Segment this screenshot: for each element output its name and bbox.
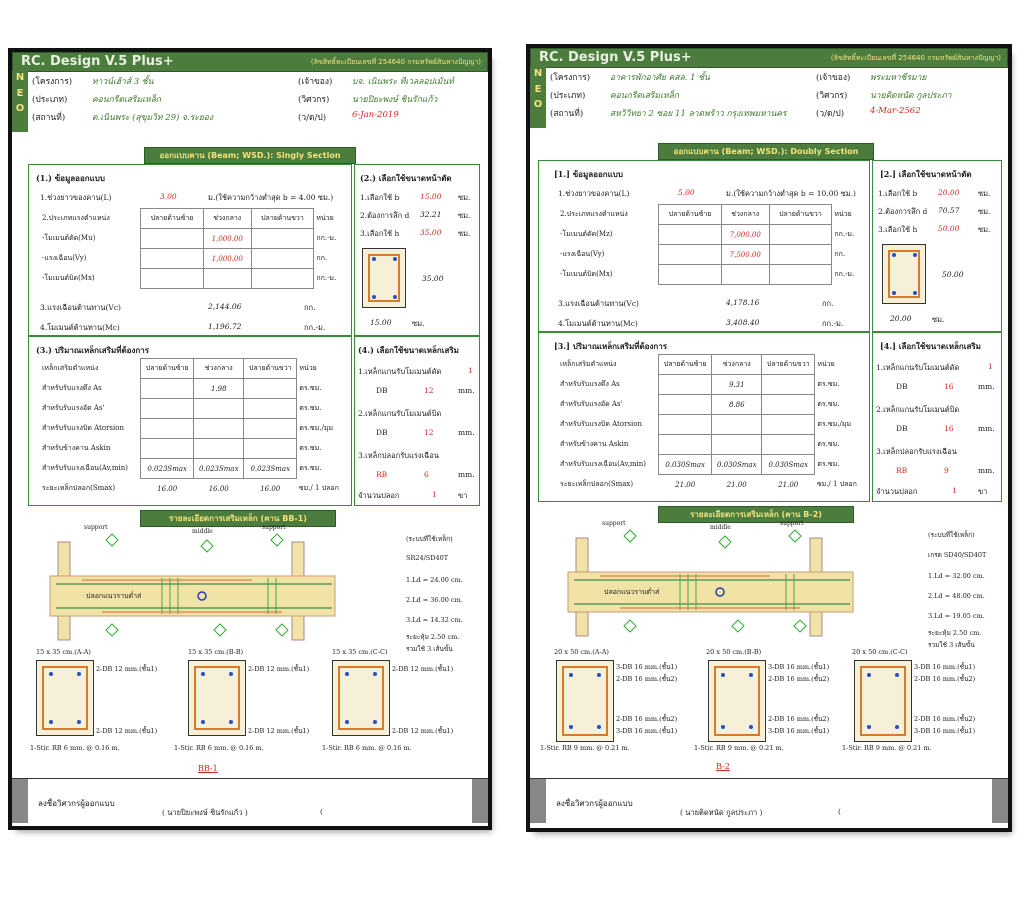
project-info: (โครงการ) ทาวน์เฮ้าส์ 3 ชั้น (เจ้าของ) บจ. เนินพระ ทีเวลลอปเม้นท์ (ประเภท) คอนกรีตเสริมเหล็ก (วิศวกร) นายปิยะพงษ์ ชินรักแก้ว (สถานที่) ต.เนินพระ (สุขุมวิท 29) จ.ระยอง (ว/ด/ป) 6-Jan-2019 [32, 77, 454, 123]
svg-text:ปลอกแนวราบต่ำส่: ปลอกแนวราบต่ำส่ [86, 592, 142, 600]
rebar-dot [867, 725, 871, 729]
design-sheet-2: RC. Design V.5 Plus+ (ลิขสิทธิ์ทะเบียนเลขที่ 254640 กรมทรัพย์สินทางปัญญา) N E O (โครงการ) อาคารพักอาศัย คสล. 1 ชั้น (เจ้าของ) พระมหาชีรมาย (ประเภท) คอนกรีตเสริมเหล็ก (วิศวกร) นายติดหนัด กูลประภา (สถานที่) สหวิวิทยา 2 ซอย 11 ลาดพร้าว กรุงเทพมหานคร (ว/ด/ป) 4-Mar-2562 ออกแบบคาน (Beam; WSD.): Doubly Section [1.] ข้อมูลออกแบบ 1.ช่วงยาวของคาน(L) 5.00 ม.(ใช้ความกว้างต่ำสุด b = 10.00 ซม.) 2.ประเภทแรงตำแหน่ง ปลายด้านซ้าย ช่วงกลาง ปลายด้านขวา หน่วย -โมเมนต์ดัด(Mz) 7,000.00 กก.-ม. -แรงเฉือน(Vy) 7,500.00 กก. -โมเมนต์บิด(Mx) กก.-ม. 3.แรงเฉือนต้านทาน(Vc) 4,178.16 กก. 4.โมเมนต์ต้านทาน(Mc) 3,408.40 กก.-ม. [2.] เลือกใช้ขนาดหน้าตัด 1.เลือกใช้ b 20.00 ซม. 2.ต้องการลึก d 70.57 ซม. 3.เลือกใช้ h 50.00 ซม. 50.00 20.00 ซม. [3.] ปริมาณเหล็กเสริมที่ต้องการ เหล็กเสริมตำแหน่ง ปลายด้านซ้าย ช่วงกลาง ปลายด้านขวา หน่วย สำหรับรับแรงดึง As 9.31 ตร.ซม. สำหรับรับแรงอัด As' 8.86 ตร.ซม. สำหรับรับแรงบิด Atorsion ตร.ซม./มุม สำหรับข้างคาน Askin ตร.ซม. สำหรับรับแรงเฉือน(Av,min) 0.030Smax 0.030Smax 0.030Smax ตร.ซม. ระยะเหล็กปลอก(Smax) 21.00 21.00 21.00 ซม./ 1 ปลอก [4.] เลือกใช้ขนาดเหล็กเสริม 1.เหล็กแกนรับโมเมนต์ดัด 1 DB 16 mm. 2.เหล็กแกนรับโมเมนต์บิด DB 16 mm. 3.เหล็กปลอกรับแรงเฉือน RB 9 mm. จำนวนปลอก 1 ขา รายละเอียดการเสริมเหล็ก (คาน B-2) ปลอกแนวราบต่ำส่ support middle support (ระบบที่ใช้เหล็ก) เกรด SD40/SD40T 1.Ld = 32.00 cm. 2.Ld = 48.00 cm. 3.Ld = 19.05 cm. ระยะหุ้ม 2.50 cm. รวมใช้ 3 เส้นขั้น 20 x 50 cm.(A-A) 20 x 50 cm.(B-B) 20 x 50 cm.(C-C) 3-DB 16 mm.(ชั้น1) 2-DB 16 mm.(ชั้น2) 2-DB 16 mm.(ชั้น2) 3-DB 16 mm.(ชั้น1) 3-DB 16 mm.(ชั้น1) 2-DB 16 mm.(ชั้น2) 2-DB 16 mm.(ชั้น2) 3-DB 16 mm.(ชั้น1) 3-DB 16 mm.(ชั้น1) 2-DB 16 mm.(ชั้น2) 2-DB 16 mm.(ชั้น2) 3-DB 16 mm.(ชั้น1) 1-Stir. RB 9 mm. @ 0.21 m. 1-Stir. RB 9 mm. @ 0.21 m. 1-Stir. RB 9 mm. @ 0.21 m. B-2 ลงชื่อวิศวกรผู้ออกแบบ ( นายติดหนัด กูลประภา ) ( [530, 48, 1008, 828]
bar-select-frame [354, 336, 480, 506]
section-c-sketch [854, 660, 912, 742]
svg-text:ปลอกแนวราบต่ำส่: ปลอกแนวราบต่ำส่ [604, 588, 660, 596]
marker-a-top [624, 530, 636, 542]
rebar-dot [229, 720, 233, 724]
steel-table: เหล็กเสริมตำแหน่ง ปลายด้านซ้าย ช่วงกลาง ปลายด้านขวา หน่วย สำหรับรับแรงดึง As 9.31 ตร.ซม. สำหรับรับแรงอัด As' 8.86 ตร.ซม. สำหรับรับแรงบิด Atorsion ตร.ซม./มุม สำหรับข้างคาน Askin ตร.ซม. สำหรับรับแรงเฉือน(Av,min) 0.030Smax 0.030Smax 0.030Smax ตร.ซม. ระยะเหล็กปลอก(Smax) 21.00 21.00 21.00 ซม./ 1 ปลอก [558, 354, 864, 494]
rebar-dot [201, 720, 205, 724]
rebar-dot [597, 725, 601, 729]
app-title: RC. Design V.5 Plus+ [21, 54, 174, 69]
rebar-dot [77, 720, 81, 724]
signature-row: ลงชื่อวิศวกรผู้ออกแบบ ( นายติดหนัด กูลประภา ) ( [530, 778, 1008, 823]
rebar-dot [569, 725, 573, 729]
beam-elevation [42, 528, 342, 643]
sheet-header [12, 52, 488, 72]
sheet-header [530, 48, 1008, 68]
marker-c-bottom [276, 624, 288, 636]
marker-c-top [789, 530, 801, 542]
section-banner: ออกแบบคาน (Beam; WSD.): Singly Section [144, 147, 356, 164]
marker-b-bottom [732, 620, 744, 632]
force-table: 2.ประเภทแรงตำแหน่ง ปลายด้านซ้าย ช่วงกลาง ปลายด้านขวา หน่วย -โมเมนต์ดัด(Mu) 1,000.00 กก.-ม. -แรงเฉือน(Vy) 1,000.00 กก. -โมเมนต์บิด(Mx) กก.-ม. [40, 208, 346, 289]
copyright-note: (ลิขสิทธิ์ทะเบียนเลขที่ 254640 กรมทรัพย์สินทางปัญญา) [310, 58, 481, 66]
marker-a-top [106, 534, 118, 546]
marker-c-bottom [794, 620, 806, 632]
section-sketch [882, 244, 926, 304]
section-a-sketch [36, 660, 94, 736]
rebar-dot [749, 725, 753, 729]
rebar-dot [721, 725, 725, 729]
rebar-dot [49, 720, 53, 724]
neo-strip: N E O [12, 70, 28, 132]
neo-strip: N E O [530, 66, 546, 128]
detail-banner: รายละเอียดการเสริมเหล็ก (คาน B-2) [658, 506, 854, 523]
section-sketch [362, 248, 406, 308]
rebar-dot [895, 725, 899, 729]
steel-table: เหล็กเสริมตำแหน่ง ปลายด้านซ้าย ช่วงกลาง ปลายด้านขวา หน่วย สำหรับรับแรงดึง As 1.98 ตร.ซม. สำหรับรับแรงอัด As' ตร.ซม. สำหรับรับแรงบิด Atorsion ตร.ซม./มุม สำหรับข้างคาน Askin ตร.ซม. สำหรับรับแรงเฉือน(Av,min) 0.023Smax 0.023Smax 0.023Smax ตร.ซม. ระยะเหล็กปลอก(Smax) 16.00 16.00 16.00 ซม./ 1 ปลอก [40, 358, 346, 498]
marker-b-top [719, 536, 731, 548]
marker-a-bottom [106, 624, 118, 636]
project-info: (โครงการ) อาคารพักอาศัย คสล. 1 ชั้น (เจ้าของ) พระมหาชีรมาย (ประเภท) คอนกรีตเสริมเหล็ก (วิศวกร) นายติดหนัด กูลประภา (สถานที่) สหวิวิทยา 2 ซอย 11 ลาดพร้าว กรุงเทพมหานคร (ว/ด/ป) 4-Mar-2562 [550, 73, 952, 119]
copyright-note: (ลิขสิทธิ์ทะเบียนเลขที่ 254640 กรมทรัพย์สินทางปัญญา) [830, 54, 1001, 62]
marker-b-bottom [214, 624, 226, 636]
design-sheet-1: RC. Design V.5 Plus+ (ลิขสิทธิ์ทะเบียนเลขที่ 254640 กรมทรัพย์สินทางปัญญา) N E O (โครงการ) ทาวน์เฮ้าส์ 3 ชั้น (เจ้าของ) บจ. เนินพระ ทีเวลลอปเม้นท์ (ประเภท) คอนกรีตเสริมเหล็ก (วิศวกร) นายปิยะพงษ์ ชินรักแก้ว (สถานที่) ต.เนินพระ (สุขุมวิท 29) จ.ระยอง (ว/ด/ป) 6-Jan-2019 ออกแบบคาน (Beam; WSD.): Singly Section (1.) ข้อมูลออกแบบ 1.ช่วงยาวของคาน(L) 3.00 ม.(ใช้ความกว้างต่ำสุด b = 4.00 ซม.) 2.ประเภทแรงตำแหน่ง ปลายด้านซ้าย ช่วงกลาง ปลายด้านขวา หน่วย -โมเมนต์ดัด(Mu) 1,000.00 กก.-ม. -แรงเฉือน(Vy) 1,000.00 กก. -โมเมนต์บิด(Mx) กก.-ม. 3.แรงเฉือนต้านทาน(Vc) 2,144.06 กก. 4.โมเมนต์ต้านทาน(Mc) 1,196.72 กก.-ม. (2.) เลือกใช้ขนาดหน้าตัด 1.เลือกใช้ b 15.00 ซม. 2.ต้องการลึก d 32.21 ซม. 3.เลือกใช้ h 35.00 ซม. 35.00 15.00 ซม. (3.) ปริมาณเหล็กเสริมที่ต้องการ เหล็กเสริมตำแหน่ง ปลายด้านซ้าย ช่วงกลาง ปลายด้านขวา หน่วย สำหรับรับแรงดึง As 1.98 ตร.ซม. สำหรับรับแรงอัด As' ตร.ซม. สำหรับรับแรงบิด Atorsion ตร.ซม./มุม สำหรับข้างคาน Askin ตร.ซม. สำหรับรับแรงเฉือน(Av,min) 0.023Smax 0.023Smax 0.023Smax ตร.ซม. ระยะเหล็กปลอก(Smax) 16.00 16.00 16.00 ซม./ 1 ปลอก (4.) เลือกใช้ขนาดเหล็กเสริม 1.เหล็กแกนรับโมเมนต์ดัด 1 DB 12 mm. 2.เหล็กแกนรับโมเมนต์บิด DB 12 mm. 3.เหล็กปลอกรับแรงเฉือน RB 6 mm. จำนวนปลอก 1 ขา รายละเอียดการเสริมเหล็ก (คาน BB-1) ปลอกแนวราบต่ำส่ support middle support (ระบบที่ใช้เหล็ก) SR24/SD40T 1.Ld = 24.00 cm. 2.Ld = 36.00 cm. 3.Ld = 14.32 cm. ระยะหุ้ม 2.50 cm. รวมใช้ 3 เส้นขั้น 15 x 35 cm.(A-A) 15 x 35 cm.(B-B) 15 x 35 cm.(C-C) 2-DB 12 mm.(ชั้น1) 2-DB 12 mm.(ชั้น1) 2-DB 12 mm.(ชั้น1) 2-DB 12 mm.(ชั้น1) 2-DB 12 mm.(ชั้น1) 2-DB 12 mm.(ชั้น1) 1-Stir. RB 6 mm. @ 0.16 m. 1-Stir. RB 6 mm. @ 0.16 m. 1-Stir. RB 6 mm. @ 0.16 m. BB-1 ลงชื่อวิศวกรผู้ออกแบบ ( นายปิยะพงษ์ ชินรักแก้ว ) ( [12, 52, 488, 826]
marker-b-top [201, 540, 213, 552]
marker-c-top [271, 534, 283, 546]
section-b-sketch [188, 660, 246, 736]
section-b-sketch [708, 660, 766, 742]
force-table: 2.ประเภทแรงตำแหน่ง ปลายด้านซ้าย ช่วงกลาง ปลายด้านขวา หน่วย -โมเมนต์ดัด(Mz) 7,000.00 กก.-ม. -แรงเฉือน(Vy) 7,500.00 กก. -โมเมนต์บิด(Mx) กก.-ม. [558, 204, 864, 285]
signature-row: ลงชื่อวิศวกรผู้ออกแบบ ( นายปิยะพงษ์ ชินรักแก้ว ) ( [12, 778, 488, 823]
rebar-dot [372, 295, 376, 299]
section-banner: ออกแบบคาน (Beam; WSD.): Doubly Section [658, 143, 874, 160]
rebar-dot [393, 295, 397, 299]
marker-a-bottom [624, 620, 636, 632]
section-c-sketch [332, 660, 390, 736]
app-title: RC. Design V.5 Plus+ [539, 50, 692, 65]
rebar-dot [913, 291, 917, 295]
detail-banner: รายละเอียดการเสริมเหล็ก (คาน BB-1) [140, 510, 336, 527]
beam-elevation [560, 524, 860, 639]
bar-select-frame [872, 332, 1002, 502]
rebar-dot [345, 720, 349, 724]
rebar-dot [373, 720, 377, 724]
rebar-dot [892, 291, 896, 295]
section-a-sketch [556, 660, 614, 742]
